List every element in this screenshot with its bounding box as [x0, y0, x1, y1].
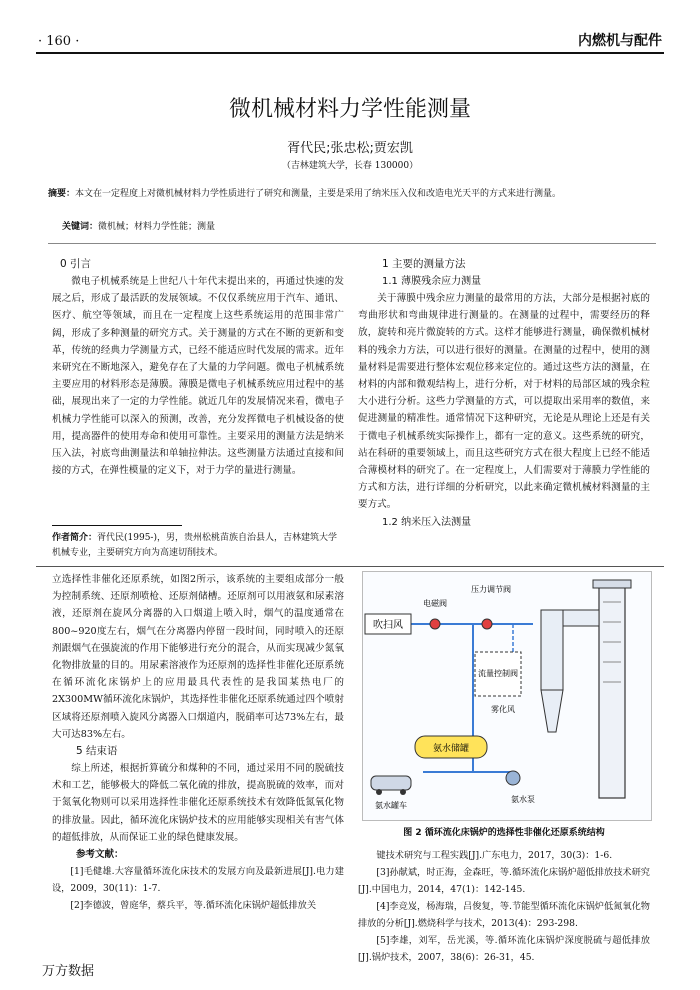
keywords-label: 关键词：: [62, 222, 99, 232]
right-column-lower: [358, 847, 650, 966]
section-1-2-heading: 1.2 纳米压入法测量: [382, 516, 472, 528]
section-1-1-paragraph: 关于薄膜中残余应力测量的最常用的方法，大部分是根据衬底的弯曲形状和弯曲规律进行测量的。在测量的过程中，需要经历的释放，旋转和亮片微旋转的方式。这样才能够进行测量，确保微机械材料的残余力方法，可以进行很好的测量。在测量的过程中，使用的测量材料是需要进行整体宏观位移来定位的。通过这些方法的测量，在材料的内部和微观结构上，进行分析，对于材料的局部区域的残余粒大小进行分析。这些力学测量的方式，可以提取出采用率的数值，来促进测量的精准性。通常情况下这种研究，无论是从理论上还是有关于微电子机械系统实际操作上，都有一定的意义。这些系统的研究，站在科研的重要领域上，而且这些研究方式在很大程度上已经不能适合薄模材料的研究了。在一定程度上，人们需要对于薄膜力学性能的方式和方法，进行详细的分析研究，以此来确定微机械材料测量的主要方式。: [358, 293, 650, 511]
separator-cone: [541, 690, 563, 732]
abstract: [48, 187, 656, 201]
reference-4: [4]李竞岌，杨海瑞，吕俊复，等.节能型循环流化床锅炉低氮氧化物排放的分析[J].燃烧科学与技术，2013(4)：293-298.: [358, 901, 650, 929]
pressure-label: 压力调节阀: [471, 585, 511, 594]
reference-2: [2]李德波，曾庭华，蔡兵平，等.循环流化床锅炉超低排放关: [70, 900, 317, 912]
reference-5: [5]李雄，刘军，岳光溪，等.循环流化床锅炉深度脱硫与超低排放[J].锅炉技术，2007，38(6)：26-31，45.: [358, 935, 650, 963]
ammonia-pump-icon: [506, 771, 520, 785]
separator-body: [541, 610, 563, 690]
left-column-upper: [52, 256, 344, 479]
watermark: 万方数据: [42, 964, 95, 979]
reference-3: [3]孙献斌，时正海，金森旺，等.循环流化床锅炉超低排放技术研究[J].中国电力，2014，47(1)：142-145.: [358, 867, 650, 895]
section-1-heading: 1 主要的测量方法: [382, 258, 466, 270]
conclusion-paragraph: 综上所述，根据折算硫分和煤种的不同，通过采用不同的脱硫技术和工艺，能够极大的降低二氧化硫的排放，提高脱硫的效率，而对于氮氧化物则可以采用选择性非催化还原系统技术有效降低氮氧化物的排放量。因此，循环流化床锅炉技术的应用能够实现相关有害气体的超低排放，从而保证工业的绿色健康发展。: [52, 763, 344, 843]
blower-label: 吹扫风: [373, 620, 403, 631]
keywords-text: 微机械；材料力学性能；测量: [98, 222, 216, 232]
paper-title: 微机械材料力学性能测量: [228, 97, 471, 122]
solenoid-valve-icon: [430, 619, 440, 629]
flow-label: 流量控制阀: [478, 669, 518, 678]
figure-2: [362, 571, 652, 821]
abstract-separator: [48, 243, 656, 244]
valve-label: 电磁阀: [423, 599, 447, 608]
author-footnote: [52, 531, 344, 561]
abstract-label: 摘要：: [48, 189, 76, 199]
sncr-diagram: [363, 572, 651, 820]
header-rule: [36, 52, 664, 54]
footnote-rule: [52, 525, 182, 526]
section-1-1-heading: 1.1 薄膜残余应力测量: [382, 276, 482, 287]
inlet-duct: [563, 610, 599, 626]
affiliation: （吉林建筑大学，长春 130000）: [281, 161, 419, 171]
article-boundary-rule: [36, 566, 664, 567]
keywords: [62, 219, 652, 232]
page-number: · 160 ·: [38, 34, 80, 49]
truck-wheel-1: [376, 789, 382, 795]
pump-label: 氨水泵: [511, 795, 535, 804]
ammonia-truck-icon: [371, 776, 411, 790]
left-column-lower: [52, 571, 344, 914]
abstract-text: 本文在一定程度上对微机械材料力学性质进行了研究和测量，主要是采用了纳米压入仪和改造电光天平的方式来进行测量。: [75, 189, 562, 199]
references-heading: 参考文献：: [76, 849, 124, 861]
authors: 胥代民;张忠松;贾宏凯: [287, 141, 413, 156]
section-0-heading: 0 引言: [60, 258, 92, 270]
journal-name: 内燃机与配件: [578, 33, 662, 49]
reference-1: [1]毛健雄.大容量循环流化床技术的发展方向及最新进展[J].电力建设，2009，30(11)：1-7.: [52, 866, 344, 895]
right-column-upper: [358, 256, 650, 531]
atomize-label: 雾化风: [491, 705, 515, 714]
truck-label: 氨水罐车: [375, 801, 407, 810]
boiler-top: [593, 580, 631, 588]
section-5-heading: 5 结束语: [76, 745, 118, 758]
scr-paragraph: 立选择性非催化还原系统，如图2所示，该系统的主要组成部分一般为控制系统、还原剂喷枪、还原剂储槽。还原剂可以用液氨和尿素溶液，还原剂在旋风分离器的入口烟道上喷入时，烟气的温度通常在800~920度左右，烟气在分离器内停留一段时间，同时喷入的还原剂跟烟气在强旋流的作用下能够进行充分的混合，从而实现减少氮氧化物排放量的目的。用尿素溶液作为还原剂的选择性非催化还原系统在循环流化床锅炉上的应用最具代表性的是我国某热电厂的2X300MW循环流化床锅炉，其选择性非催化还原系统通过四个喷射区域将还原剂喷入旋风分离器入口烟道内，脱硝率可达73%左右，最大可达83%左右。: [52, 574, 344, 740]
section-0-paragraph: 微电子机械系统是上世纪八十年代末提出来的，再通过快速的发展之后，形成了最活跃的发展领域。不仅仅系统应用于汽车、通讯、医疗、航空等领域，而且在一定程度上这些系统运用的范围非常广阔，形成了多种测量的研究方式。关于测量的方式在不断的更新和变革，传统的经典力学测量方式，已经不能适应时代发展的需求。近年来研究在不断地深入，避免存在了大量的力学问题。微电子机械系统主要应用的材料形态是薄膜。薄膜是微电子机械系统应用过程中的基础，展现出来了一定的力学性能。就近几年的发展情况来看，微电子机械力学性能可以深入的预测，改善，充分发挥微电子机械设备的使用，提高器件的使用寿命和使用可靠性。主要采用的测量方法是纳米压入法，衬底弯曲测量法和单轴拉伸法。这些测量方法通过直接和间接的方式，在弹性模量的定义下，对于力学的量进行测量。: [52, 276, 344, 477]
footnote-label: 作者简介：: [52, 533, 98, 543]
truck-wheel-2: [400, 789, 406, 795]
boiler-tower: [599, 584, 625, 798]
figure-caption: 图 2 循环流化床锅炉的选择性非催化还原系统结构: [403, 828, 605, 838]
tank-label: 氨水储罐: [432, 744, 470, 754]
pressure-valve-icon: [482, 619, 492, 629]
footnote-text: 胥代民(1995-)，男，贵州松桃苗族自治县人，吉林建筑大学机械专业，主要研究方向为高速切削技术。: [52, 533, 337, 558]
reference-2-continued: 键技术研究与工程实践[J].广东电力，2017，30(3)：1-6.: [376, 850, 613, 861]
